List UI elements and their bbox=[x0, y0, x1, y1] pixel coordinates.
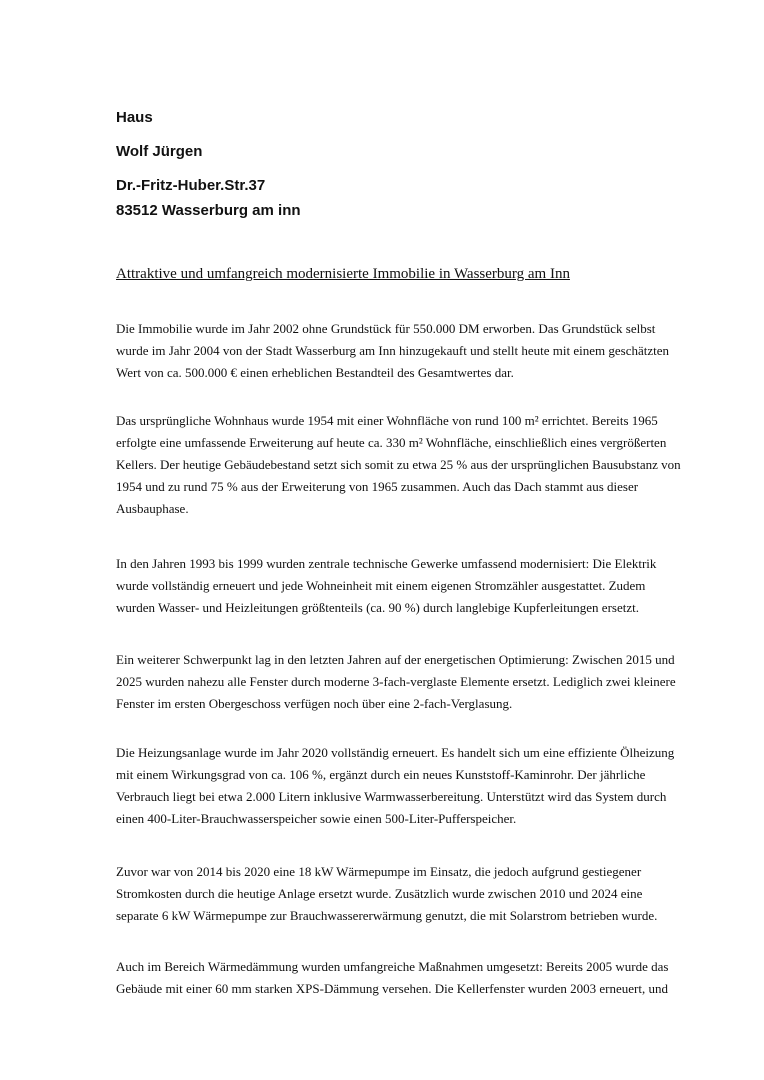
paragraph-line: 2025 wurden nahezu alle Fenster durch moderne 3-fach-verglaste Elemente ersetzt. Lediglich zwei kleinere bbox=[116, 674, 676, 689]
paragraph-line: Ausbauphase. bbox=[116, 501, 189, 516]
paragraph-line: wurde vollständig erneuert und jede Wohneinheit mit einem eigenen Stromzähler ausgestattet. Zudem bbox=[116, 578, 646, 593]
paragraph-windows bbox=[116, 649, 716, 715]
paragraph-line: wurde im Jahr 2004 von der Stadt Wasserburg am Inn hinzugekauft und stellt heute mit einem geschätzten bbox=[116, 343, 670, 358]
paragraph-purchase bbox=[116, 318, 716, 384]
paragraph-line: Verbrauch liegt bei etwa 2.000 Litern inklusive Warmwasserbereitung. Unterstützt wird das System durch bbox=[116, 789, 667, 804]
paragraph-building-history bbox=[116, 410, 716, 520]
paragraph-line: erfolgte eine umfassende Erweiterung auf heute ca. 330 m² Wohnfläche, einschließlich eines vergrößerten bbox=[116, 435, 667, 450]
paragraph-technical-modernization bbox=[116, 553, 716, 619]
header-city-address: 83512 Wasserburg am inn bbox=[116, 202, 301, 219]
paragraph-line: Zuvor war von 2014 bis 2020 eine 18 kW Wärmepumpe im Einsatz, die jedoch aufgrund gestiegener bbox=[116, 864, 642, 879]
paragraph-line: Kellers. Der heutige Gebäudebestand setzt sich somit zu etwa 25 % aus der ursprünglichen Bausubstanz von bbox=[116, 457, 681, 472]
header-house-label: Haus bbox=[116, 109, 153, 126]
header-street-address: Dr.-Fritz-Huber.Str.37 bbox=[116, 177, 266, 194]
paragraph-line: Das ursprüngliche Wohnhaus wurde 1954 mit einer Wohnfläche von rund 100 m² errichtet. Bereits 1965 bbox=[116, 413, 658, 428]
paragraph-line: Ein weiterer Schwerpunkt lag in den letzten Jahren auf der energetischen Optimierung: Zwischen 2015 und bbox=[116, 652, 675, 667]
paragraph-line: Fenster im ersten Obergeschoss verfügen noch über eine 2-fach-Verglasung. bbox=[116, 696, 513, 711]
paragraph-line: Die Heizungsanlage wurde im Jahr 2020 vollständig erneuert. Es handelt sich um eine effiziente Ölheizung bbox=[116, 745, 675, 760]
document-title: Attraktive und umfangreich modernisierte Immobilie in Wasserburg am Inn bbox=[116, 266, 570, 282]
paragraph-line: separate 6 kW Wärmepumpe zur Brauchwassererwärmung genutzt, die mit Solarstrom betrieben wurde. bbox=[116, 908, 658, 923]
paragraph-insulation bbox=[116, 956, 716, 1000]
paragraph-line: mit einem Wirkungsgrad von ca. 106 %, ergänzt durch ein neues Kunststoff-Kaminrohr. Der jährliche bbox=[116, 767, 646, 782]
paragraph-line: einen 400-Liter-Brauchwasserspeicher sowie einen 500-Liter-Pufferspeicher. bbox=[116, 811, 517, 826]
paragraph-line: In den Jahren 1993 bis 1999 wurden zentrale technische Gewerke umfassend modernisiert: Die Elektrik bbox=[116, 556, 657, 571]
header-owner-name: Wolf Jürgen bbox=[116, 143, 203, 160]
paragraph-line: 1954 und zu rund 75 % aus der Erweiterung von 1965 zusammen. Auch das Dach stammt aus dieser bbox=[116, 479, 639, 494]
paragraph-line: Auch im Bereich Wärmedämmung wurden umfangreiche Maßnahmen umgesetzt: Bereits 2005 wurde das bbox=[116, 959, 669, 974]
paragraph-line: Wert von ca. 500.000 € einen erheblichen Bestandteil des Gesamtwertes dar. bbox=[116, 365, 514, 380]
paragraph-line: wurden Wasser- und Heizleitungen größtenteils (ca. 90 %) durch langlebige Kupferleitungen ersetzt. bbox=[116, 600, 639, 615]
paragraph-heating bbox=[116, 742, 716, 830]
paragraph-line: Die Immobilie wurde im Jahr 2002 ohne Grundstück für 550.000 DM erworben. Das Grundstück selbst bbox=[116, 321, 656, 336]
paragraph-heat-pumps bbox=[116, 861, 716, 927]
paragraph-line: Gebäude mit einer 60 mm starken XPS-Dämmung versehen. Die Kellerfenster wurden 2003 erneuert, und bbox=[116, 981, 668, 996]
paragraph-line: Stromkosten durch die heutige Anlage ersetzt wurde. Zusätzlich wurde zwischen 2010 und 2024 eine bbox=[116, 886, 643, 901]
